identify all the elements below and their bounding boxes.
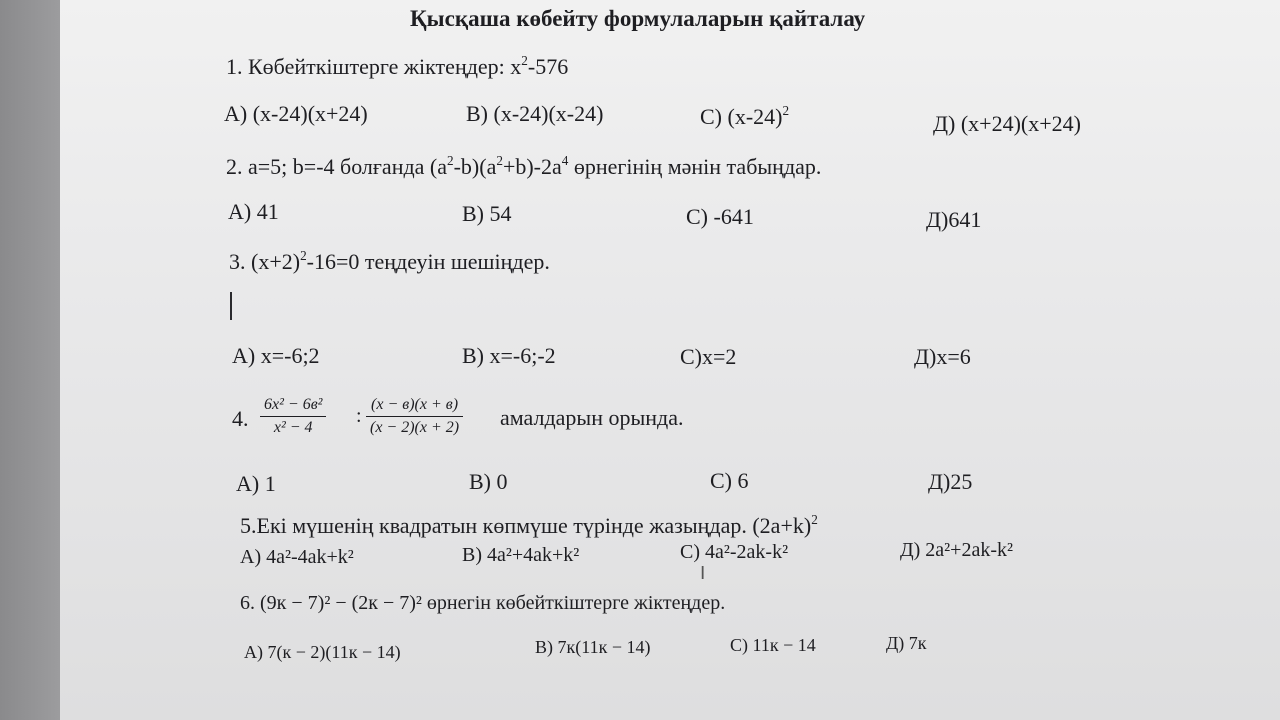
q3-part-1: 3. (x+2) bbox=[229, 249, 301, 274]
q2-exp-2: 2 bbox=[496, 152, 503, 168]
q6-option-b: В) 7к(11к − 14) bbox=[535, 637, 651, 657]
q1-option-c-base: С) (x-24) bbox=[700, 104, 783, 129]
q1-option-a: А) (x-24)(x+24) bbox=[224, 101, 368, 126]
q2-exp-1: 2 bbox=[447, 152, 454, 168]
q5-option-d: Д) 2a²+2ak-k² bbox=[900, 539, 1013, 561]
q3-option-a: А) x=-6;2 bbox=[232, 343, 320, 368]
q6-option-a: А) 7(к − 2)(11к − 14) bbox=[244, 642, 401, 662]
question-6: 6. (9к − 7)² − (2к − 7)² өрнегін көбейткіштерге жіктеңдер. bbox=[240, 592, 726, 614]
question-2 bbox=[226, 154, 821, 180]
q4-option-c: С) 6 bbox=[710, 468, 749, 493]
q4-option-d: Д)25 bbox=[928, 469, 973, 494]
question-4-number: 4. bbox=[232, 406, 249, 431]
q3-exp-1: 2 bbox=[300, 247, 307, 263]
q4-fraction-1-numerator: 6x² − 6в² bbox=[264, 396, 323, 413]
q5-exponent: 2 bbox=[811, 511, 818, 527]
question-5 bbox=[240, 513, 818, 539]
q6-option-d: Д) 7к bbox=[886, 633, 927, 653]
q4-option-a: А) 1 bbox=[236, 471, 276, 496]
q3-option-b: В) x=-6;-2 bbox=[462, 343, 556, 368]
q5-option-c: С) 4a²-2ak-k² bbox=[680, 541, 789, 563]
q6-option-c: С) 11к − 14 bbox=[730, 635, 816, 655]
q3-option-c: С)x=2 bbox=[680, 344, 737, 369]
question-1-text: 1. Көбейткіштерге жіктеңдер: x bbox=[226, 54, 522, 79]
q5-option-a: А) 4a²-4ak+k² bbox=[240, 546, 354, 568]
q2-part-3: +b)-2a bbox=[502, 154, 562, 179]
q3-part-2: -16=0 теңдеуін шешіңдер. bbox=[306, 249, 550, 274]
text-cursor bbox=[230, 292, 232, 320]
text-select-cursor-icon: I bbox=[700, 563, 706, 584]
q4-fraction-2-denominator: (x − 2)(x + 2) bbox=[366, 416, 463, 437]
q4-fraction-2-numerator: (x − в)(x + в) bbox=[371, 396, 459, 413]
q2-option-c: С) -641 bbox=[686, 204, 754, 229]
q2-option-a: А) 41 bbox=[228, 199, 279, 224]
q4-division-sign: : bbox=[356, 405, 362, 427]
q1-option-c-exp: 2 bbox=[782, 102, 790, 118]
q2-option-d: Д)641 bbox=[926, 207, 982, 232]
q1-option-c bbox=[700, 104, 789, 130]
question-1 bbox=[226, 54, 568, 80]
q1-option-b: В) (x-24)(x-24) bbox=[466, 101, 604, 126]
q4-fraction-2 bbox=[366, 396, 463, 437]
q3-option-d: Д)x=6 bbox=[914, 344, 971, 369]
q2-part-1: 2. a=5; b=-4 болғанда (a bbox=[226, 154, 448, 179]
q5-text: 5.Екі мүшенің квадратын көпмүше түрінде жазыңдар. (2a+k) bbox=[240, 513, 812, 538]
question-3 bbox=[229, 249, 550, 275]
question-1-exponent: 2 bbox=[521, 52, 528, 68]
question-1-tail: -576 bbox=[527, 54, 569, 79]
q2-part-2: -b)(a bbox=[453, 154, 497, 179]
q5-option-b: В) 4a²+4ak+k² bbox=[462, 544, 580, 566]
q1-option-d: Д) (x+24)(x+24) bbox=[933, 111, 1081, 136]
q2-exp-3: 4 bbox=[561, 152, 569, 168]
q4-fraction-1-denominator: x² − 4 bbox=[260, 416, 326, 437]
q4-option-b: В) 0 bbox=[469, 469, 508, 494]
q4-fraction-1 bbox=[260, 396, 326, 437]
q2-part-4: өрнегінің мәнін табыңдар. bbox=[568, 154, 822, 179]
q2-option-b: В) 54 bbox=[462, 201, 512, 226]
question-4-text: амалдарын орында. bbox=[500, 405, 684, 430]
page-title: Қысқаша көбейту формулаларын қайталау bbox=[410, 6, 866, 31]
